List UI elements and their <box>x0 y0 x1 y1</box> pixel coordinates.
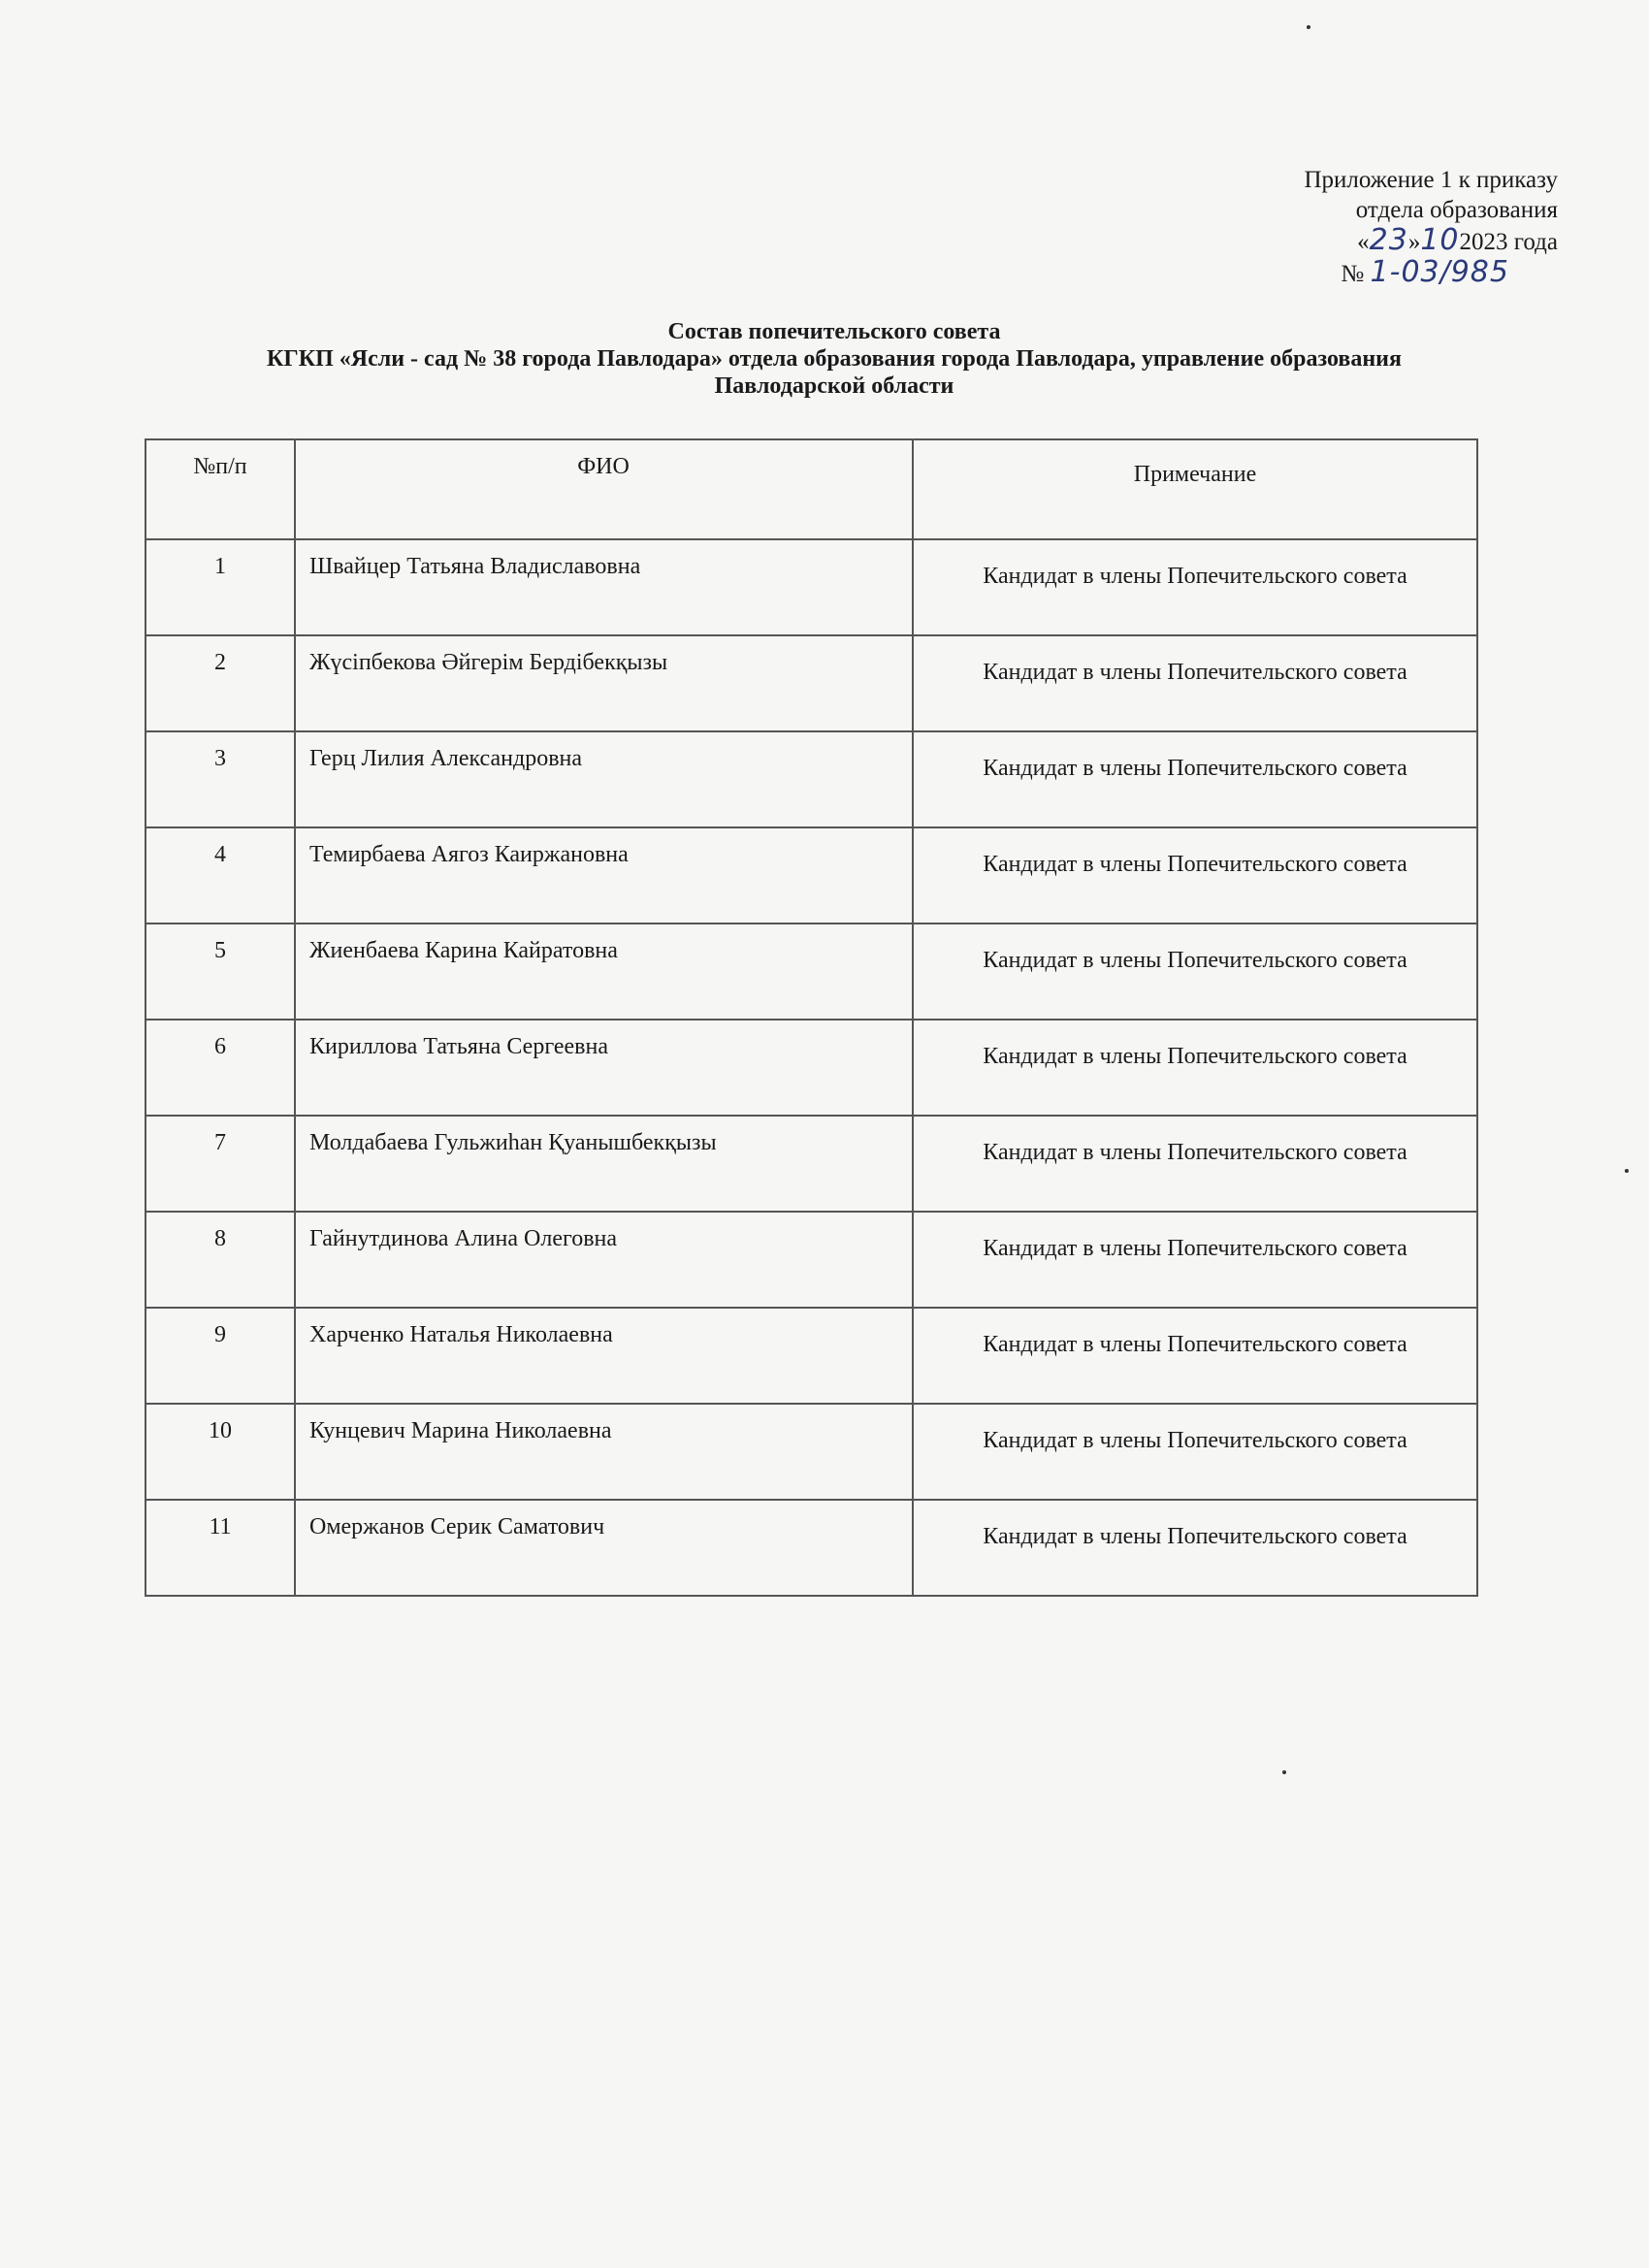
table-row <box>146 635 1477 731</box>
row-note: Кандидат в члены Попечительского совета <box>913 1500 1477 1596</box>
appendix-date <box>1304 225 1558 257</box>
row-name: Омержанов Серик Саматович <box>295 1500 913 1596</box>
order-number <box>1304 257 1509 289</box>
table-row <box>146 923 1477 1020</box>
row-name: Молдабаева Гульжиһан Қуанышбекқызы <box>295 1116 913 1212</box>
row-name: Кириллова Татьяна Сергеевна <box>295 1020 913 1116</box>
row-number: 11 <box>146 1500 295 1596</box>
row-number: 4 <box>146 827 295 923</box>
table-row <box>146 1404 1477 1500</box>
table-row <box>146 1212 1477 1308</box>
number-label: № <box>1341 261 1365 287</box>
row-note: Кандидат в члены Попечительского совета <box>913 1308 1477 1404</box>
table-row <box>146 539 1477 635</box>
row-name: Швайцер Татьяна Владиславовна <box>295 539 913 635</box>
row-note: Кандидат в члены Попечительского совета <box>913 539 1477 635</box>
appendix-line2: отдела образования <box>1355 197 1558 223</box>
title-line2: КГКП «Ясли - сад № 38 города Павлодара» отдела образования города Павлодара, управление образования <box>267 346 1402 372</box>
row-number: 7 <box>146 1116 295 1212</box>
row-note: Кандидат в члены Попечительского совета <box>913 1020 1477 1116</box>
row-number: 2 <box>146 635 295 731</box>
row-note: Кандидат в члены Попечительского совета <box>913 731 1477 827</box>
header-number: №п/п <box>146 439 295 539</box>
scan-speck <box>1625 1169 1629 1173</box>
appendix-header <box>1304 165 1558 289</box>
row-note: Кандидат в члены Попечительского совета <box>913 923 1477 1020</box>
row-name: Гайнутдинова Алина Олеговна <box>295 1212 913 1308</box>
row-number: 1 <box>146 539 295 635</box>
scan-speck <box>1307 25 1310 29</box>
table-row <box>146 1308 1477 1404</box>
table-row <box>146 827 1477 923</box>
table-row <box>146 1020 1477 1116</box>
table-row <box>146 1500 1477 1596</box>
row-name: Темирбаева Аягоз Каиржановна <box>295 827 913 923</box>
date-year: 2023 года <box>1459 229 1558 255</box>
quote-close: » <box>1407 229 1421 255</box>
row-number: 5 <box>146 923 295 1020</box>
handwritten-number: 1-03/985 <box>1370 255 1509 289</box>
row-name: Жүсіпбекова Әйгерім Бердібекқызы <box>295 635 913 731</box>
row-number: 8 <box>146 1212 295 1308</box>
header-name: ФИО <box>295 439 913 539</box>
table-row <box>146 731 1477 827</box>
row-number: 9 <box>146 1308 295 1404</box>
row-number: 10 <box>146 1404 295 1500</box>
row-note: Кандидат в члены Попечительского совета <box>913 827 1477 923</box>
row-note: Кандидат в члены Попечительского совета <box>913 635 1477 731</box>
row-name: Жиенбаева Карина Кайратовна <box>295 923 913 1020</box>
appendix-line1: Приложение 1 к приказу <box>1304 167 1558 193</box>
handwritten-day: 23 <box>1369 223 1408 257</box>
title-line1: Состав попечительского совета <box>667 319 1001 344</box>
header-note: Примечание <box>913 439 1477 539</box>
row-number: 3 <box>146 731 295 827</box>
quote-open: « <box>1357 229 1370 255</box>
document-title <box>146 318 1523 400</box>
row-note: Кандидат в члены Попечительского совета <box>913 1116 1477 1212</box>
row-number: 6 <box>146 1020 295 1116</box>
table-row <box>146 1116 1477 1212</box>
scan-speck <box>1282 1770 1286 1774</box>
title-line3: Павлодарской области <box>714 373 954 399</box>
row-name: Харченко Наталья Николаевна <box>295 1308 913 1404</box>
handwritten-month: 10 <box>1420 223 1460 257</box>
table-header-row <box>146 439 1477 539</box>
row-note: Кандидат в члены Попечительского совета <box>913 1212 1477 1308</box>
row-note: Кандидат в члены Попечительского совета <box>913 1404 1477 1500</box>
row-name: Герц Лилия Александровна <box>295 731 913 827</box>
members-table <box>145 438 1478 1597</box>
row-name: Кунцевич Марина Николаевна <box>295 1404 913 1500</box>
